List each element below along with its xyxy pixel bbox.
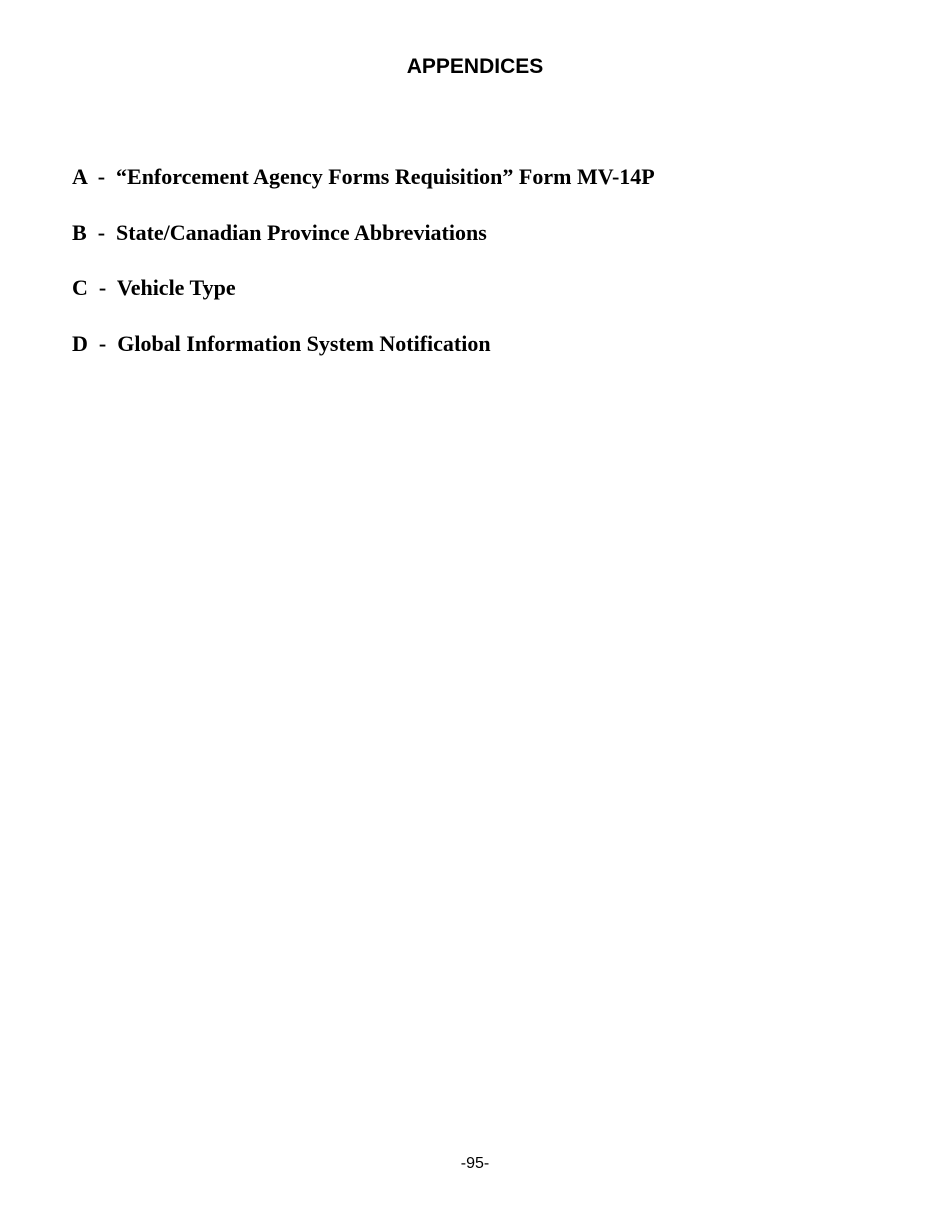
appendix-letter: A bbox=[72, 164, 87, 189]
appendix-separator: - bbox=[86, 219, 117, 245]
page-title: APPENDICES bbox=[406, 55, 544, 78]
appendix-letter: B bbox=[72, 219, 87, 245]
appendix-letter: D bbox=[72, 330, 88, 356]
page-number: -95- bbox=[460, 1155, 490, 1172]
appendix-separator: - bbox=[87, 330, 118, 356]
appendix-title: Vehicle Type bbox=[116, 275, 236, 300]
appendix-item-b bbox=[72, 218, 655, 248]
appendix-separator: - bbox=[86, 164, 117, 189]
appendix-item-d bbox=[72, 329, 655, 359]
appendix-title: State/Canadian Province Abbreviations bbox=[116, 219, 487, 245]
appendix-item-a bbox=[72, 162, 655, 192]
appendix-item-c bbox=[72, 273, 655, 303]
appendix-title: Global Information System Notification bbox=[117, 330, 491, 356]
appendix-letter: C bbox=[72, 275, 88, 300]
appendix-list bbox=[72, 162, 655, 384]
appendix-title: “Enforcement Agency Forms Requisition” Form MV-14P bbox=[116, 164, 655, 189]
appendix-separator: - bbox=[87, 275, 117, 300]
